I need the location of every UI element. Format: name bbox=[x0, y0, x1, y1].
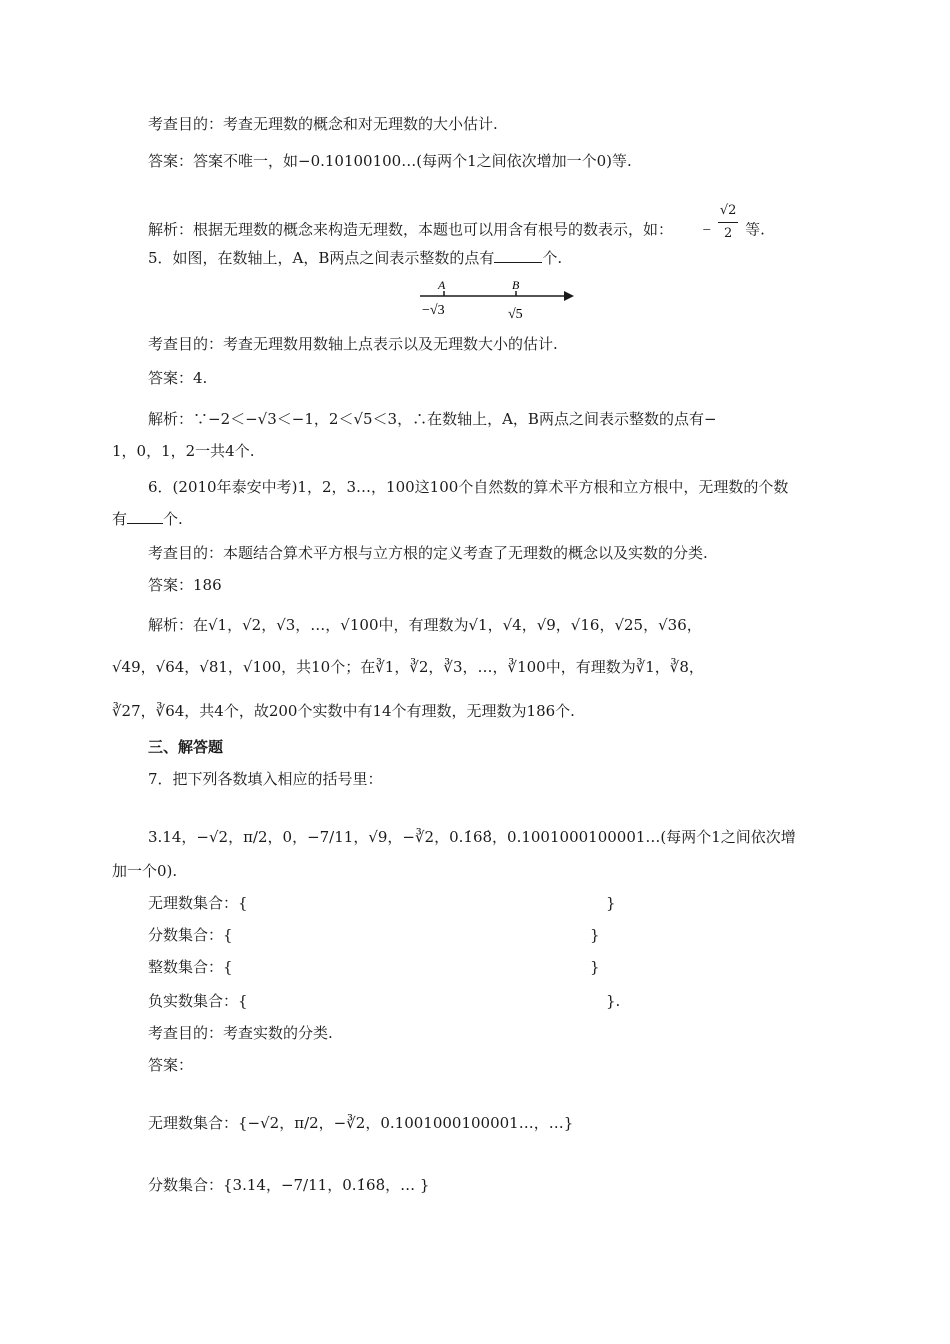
q7-numbers-line1: 3.14，−√2，π/2，0，−7/11，√9，−∛2，0.1̇68̇，0.1001000100001…(每两个1之间依次增 bbox=[148, 828, 796, 846]
label-a: A bbox=[438, 278, 446, 292]
section-heading: 三、解答题 bbox=[148, 738, 224, 756]
fraction-set-label: 分数集合：{ bbox=[148, 926, 233, 944]
q7-numbers-line2: 加一个0). bbox=[112, 862, 178, 880]
answer-blank bbox=[127, 509, 163, 524]
q7-answer-label: 答案： bbox=[148, 1056, 194, 1074]
q6-question-line2 bbox=[112, 508, 183, 530]
fraction-set bbox=[148, 924, 233, 946]
q6-question-prefix: 有 bbox=[112, 510, 128, 528]
q4-purpose: 考查目的：考查无理数的概念和对无理数的大小估计. bbox=[148, 115, 498, 133]
q5-question-suffix: 个. bbox=[542, 249, 563, 267]
q4-analysis-suffix: 等. bbox=[745, 220, 765, 239]
answer-fraction-set: 分数集合：{3.14，−7/11，0.1̇68̇，… } bbox=[148, 1176, 430, 1194]
q4-fraction-denominator: 2 bbox=[718, 222, 739, 245]
q4-answer: 答案：答案不唯一，如−0.10100100…(每两个1之间依次增加一个0)等. bbox=[148, 152, 632, 170]
q6-question-line1: 6．(2010年泰安中考)1，2，3…，100这100个自然数的算术平方根和立方根中，无理数的个数 bbox=[148, 478, 789, 496]
q6-answer: 答案：186 bbox=[148, 576, 222, 594]
negative-set-label: 负实数集合：{ bbox=[148, 992, 248, 1010]
q6-analysis-line3: ∛27，∛64，共4个，故200个实数中有14个有理数，无理数为186个. bbox=[112, 702, 575, 720]
q6-question-suffix: 个. bbox=[163, 510, 183, 528]
negative-set-close: }. bbox=[606, 992, 621, 1010]
answer-irrational-set: 无理数集合：{−√2，π/2，−∛2，0.1001000100001…，…} bbox=[148, 1114, 574, 1132]
q7-title: 7．把下列各数填入相应的括号里： bbox=[148, 770, 383, 788]
q6-analysis-line2: √49，√64，√81，√100，共10个；在∛1，∛2，∛3，…，∛100中，有理数为∛1，∛8， bbox=[112, 658, 704, 676]
q7-purpose: 考查目的：考查实数的分类. bbox=[148, 1024, 333, 1042]
value-a: −√3 bbox=[422, 303, 445, 318]
axis-arrow bbox=[564, 291, 574, 301]
q5-question bbox=[148, 247, 562, 269]
number-line-svg bbox=[418, 278, 578, 328]
answer-blank bbox=[494, 248, 542, 263]
q5-answer: 答案：4. bbox=[148, 369, 208, 387]
irrational-set bbox=[148, 892, 248, 914]
integer-set-close: } bbox=[590, 958, 600, 976]
q4-fraction bbox=[718, 200, 739, 245]
negative-set bbox=[148, 990, 248, 1012]
q4-analysis-text: 解析：根据无理数的概念来构造无理数，本题也可以用含有根号的数表示，如： bbox=[148, 220, 674, 239]
irrational-set-close: } bbox=[606, 894, 616, 912]
integer-set-label: 整数集合：{ bbox=[148, 958, 233, 976]
q5-question-text: 5．如图，在数轴上，A，B两点之间表示整数的点有 bbox=[148, 249, 495, 267]
q6-purpose: 考查目的：本题结合算术平方根与立方根的定义考查了无理数的概念以及实数的分类. bbox=[148, 544, 708, 562]
q6-analysis-line1: 解析：在√1，√2，√3，…，√100中，有理数为√1，√4，√9，√16，√25，√36， bbox=[148, 616, 702, 634]
q5-analysis-line1: 解析：∵−2＜−√3＜−1，2＜√5＜3，∴在数轴上，A，B两点之间表示整数的点有− bbox=[148, 410, 717, 428]
value-b: √5 bbox=[508, 307, 523, 322]
q5-purpose: 考查目的：考查无理数用数轴上点表示以及无理数大小的估计. bbox=[148, 335, 558, 353]
integer-set bbox=[148, 956, 233, 978]
minus-sign: − bbox=[702, 222, 712, 239]
number-line-figure bbox=[418, 278, 578, 328]
fraction-set-close: } bbox=[590, 926, 600, 944]
irrational-set-label: 无理数集合：{ bbox=[148, 894, 248, 912]
q5-analysis-line2: 1，0，1，2一共4个. bbox=[112, 442, 255, 460]
label-b: B bbox=[512, 278, 520, 292]
q4-fraction-numerator: √2 bbox=[719, 203, 737, 218]
